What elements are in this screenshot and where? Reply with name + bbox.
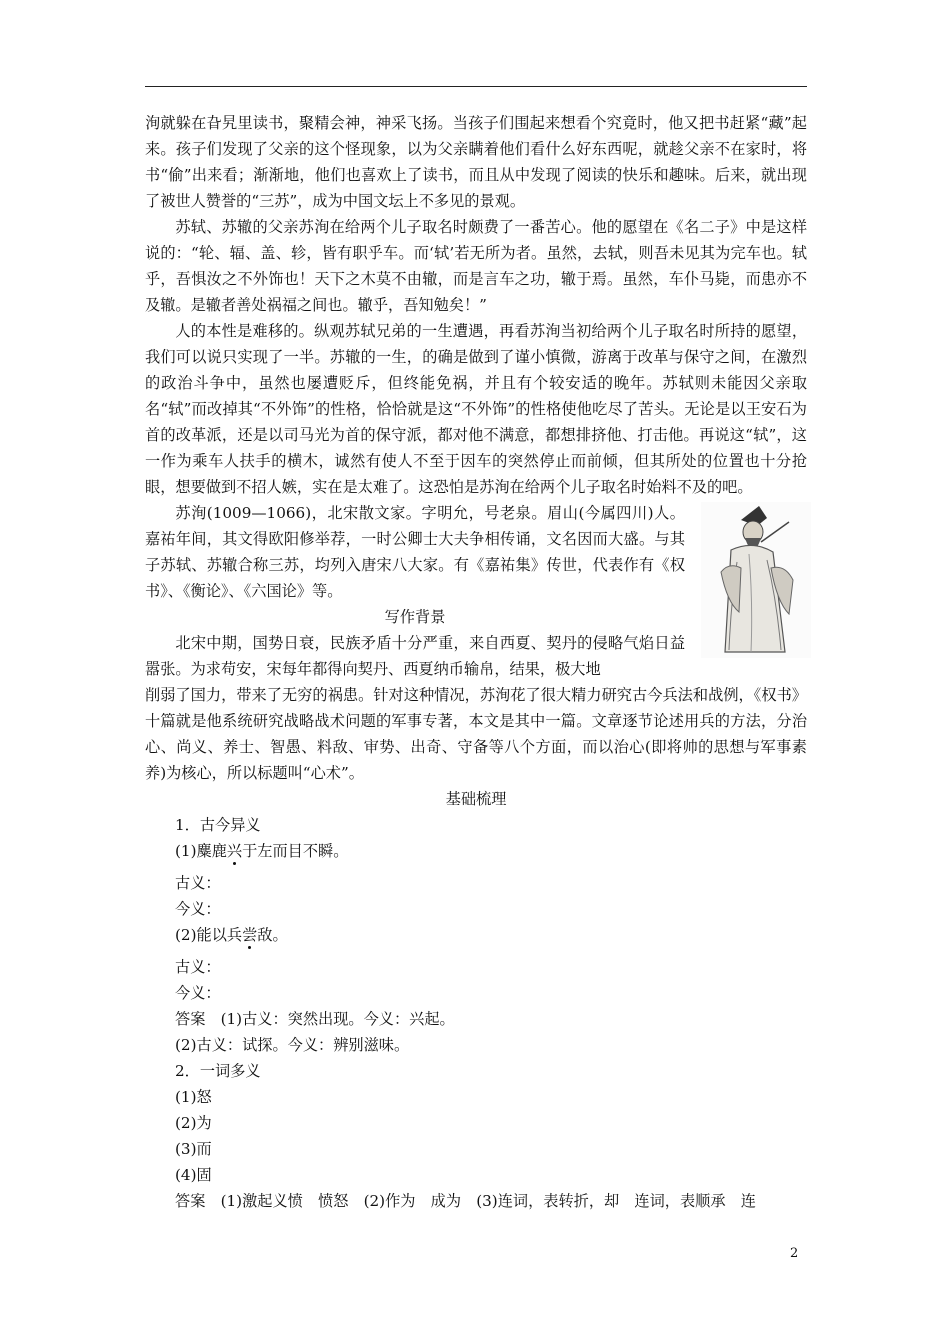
answer-1a: 答案 (1)古义：突然出现。今义：兴起。	[175, 1010, 455, 1028]
question-1b: (2)能以兵尝敌。	[175, 926, 288, 944]
su-xun-portrait-icon	[701, 502, 811, 658]
emphasis-char-xing: 兴	[226, 842, 243, 860]
document-body	[145, 110, 807, 1214]
author-bio-block	[145, 500, 807, 682]
question-1-title: 1．古今异义	[175, 816, 261, 834]
question-2-item: (1)怒	[175, 1088, 212, 1106]
header-rule	[145, 86, 807, 87]
jin-yi-label: 今义：	[175, 900, 221, 918]
background-paragraph-rest: 削弱了国力，带来了无穷的祸患。针对这种情况，苏洵花了很大精力研究古今兵法和战例，《权书》十篇就是他系统研究战略战术问题的军事专著，本文是其中一篇。文章逐节论述用兵的方法，分治心、尚义、养士、智愚、料敌、审势、出奇、守备等八个方面，而以治心(即将帅的思想与军事素养)为核心，所以标题叫“心术”。	[145, 686, 807, 782]
background-paragraph-start: 北宋中期，国势日衰，民族矛盾十分严重，来自西夏、契丹的侵略气焰日益嚣张。为求苟安，宋每年都得向契丹、西夏纳币输帛，结果，极大地	[145, 634, 685, 678]
paragraph-3: 人的本性是难移的。纵观苏轼兄弟的一生遭遇，再看苏洵当初给两个儿子取名时所持的愿望，我们可以说只实现了一半。苏辙的一生，的确是做到了谨小慎微，游离于改革与保守之间，在激烈的政治斗争中，虽然也屡遭贬斥，但终能免祸，并且有个较安适的晚年。苏轼则未能因父亲取名“轼”而改掉其“不外饰”的性格，恰恰就是这“不外饰”的性格使他吃尽了苦头。无论是以王安石为首的改革派，还是以司马光为首的保守派，都对他不满意，都想排挤他、打击他。再说这“轼”，这一作为乘车人扶手的横木，诚然有使人不至于因车的突然停止而前倾，但其所处的位置也十分抢眼，想要做到不招人嫉，实在是太难了。这恐怕是苏洵在给两个儿子取名时始料不及的吧。	[145, 322, 807, 496]
question-2-title: 2．一词多义	[175, 1062, 261, 1080]
section-heading: 基础梳理	[445, 790, 507, 808]
jin-yi-label-2: 今义：	[175, 984, 221, 1002]
answer-1b: (2)古义：试探。今义：辨别滋味。	[175, 1036, 410, 1054]
question-2-item: (4)固	[175, 1166, 212, 1184]
question-2-item: (2)为	[175, 1114, 212, 1132]
answer-2: 答案 (1)激起义愤 愤怒 (2)作为 成为 (3)连词，表转折，却 连词，表顺承 连	[175, 1192, 756, 1210]
background-heading: 写作背景	[384, 608, 446, 626]
question-2-item: (3)而	[175, 1140, 212, 1158]
emphasis-char-chang: 尝	[242, 926, 258, 944]
paragraph-2: 苏轼、苏辙的父亲苏洵在给两个儿子取名时颇费了一番苦心。他的愿望在《名二子》中是这样说的：“轮、辐、盖、轸，皆有职乎车。而‘轼’若无所为者。虽然，去轼，则吾未见其为完车也。轼乎，吾惧汝之不外饰也！天下之木莫不由辙，而是言车之功，辙于焉。虽然，车仆马毙，而患亦不及辙。是辙者善处祸福之间也。辙乎，吾知勉矣！”	[145, 218, 807, 314]
question-1a: (1)麋鹿兴于左而目不瞬。	[175, 842, 349, 860]
gu-yi-label: 古义：	[175, 874, 221, 892]
author-bio: 苏洵(1009—1066)，北宋散文家。字明允，号老泉。眉山(今属四川)人。嘉祐年间，其文得欧阳修举荐，一时公卿士大夫争相传诵，文名因而大盛。与其子苏轼、苏辙合称三苏，均列入唐宋八大家。有《嘉祐集》传世，代表作有《权书》、《衡论》、《六国论》等。	[145, 504, 685, 600]
page-number: 2	[790, 1246, 799, 1261]
paragraph-1: 洵就躲在旮旯里读书，聚精会神，神采飞扬。当孩子们围起来想看个究竟时，他又把书赶紧“藏”起来。孩子们发现了父亲的这个怪现象，以为父亲瞒着他们看什么好东西呢，就趁父亲不在家时，将书“偷”出来看；渐渐地，他们也喜欢上了读书，而且从中发现了阅读的快乐和趣味。后来，就出现了被世人赞誉的“三苏”，成为中国文坛上不多见的景观。	[145, 114, 807, 210]
gu-yi-label-2: 古义：	[175, 958, 221, 976]
